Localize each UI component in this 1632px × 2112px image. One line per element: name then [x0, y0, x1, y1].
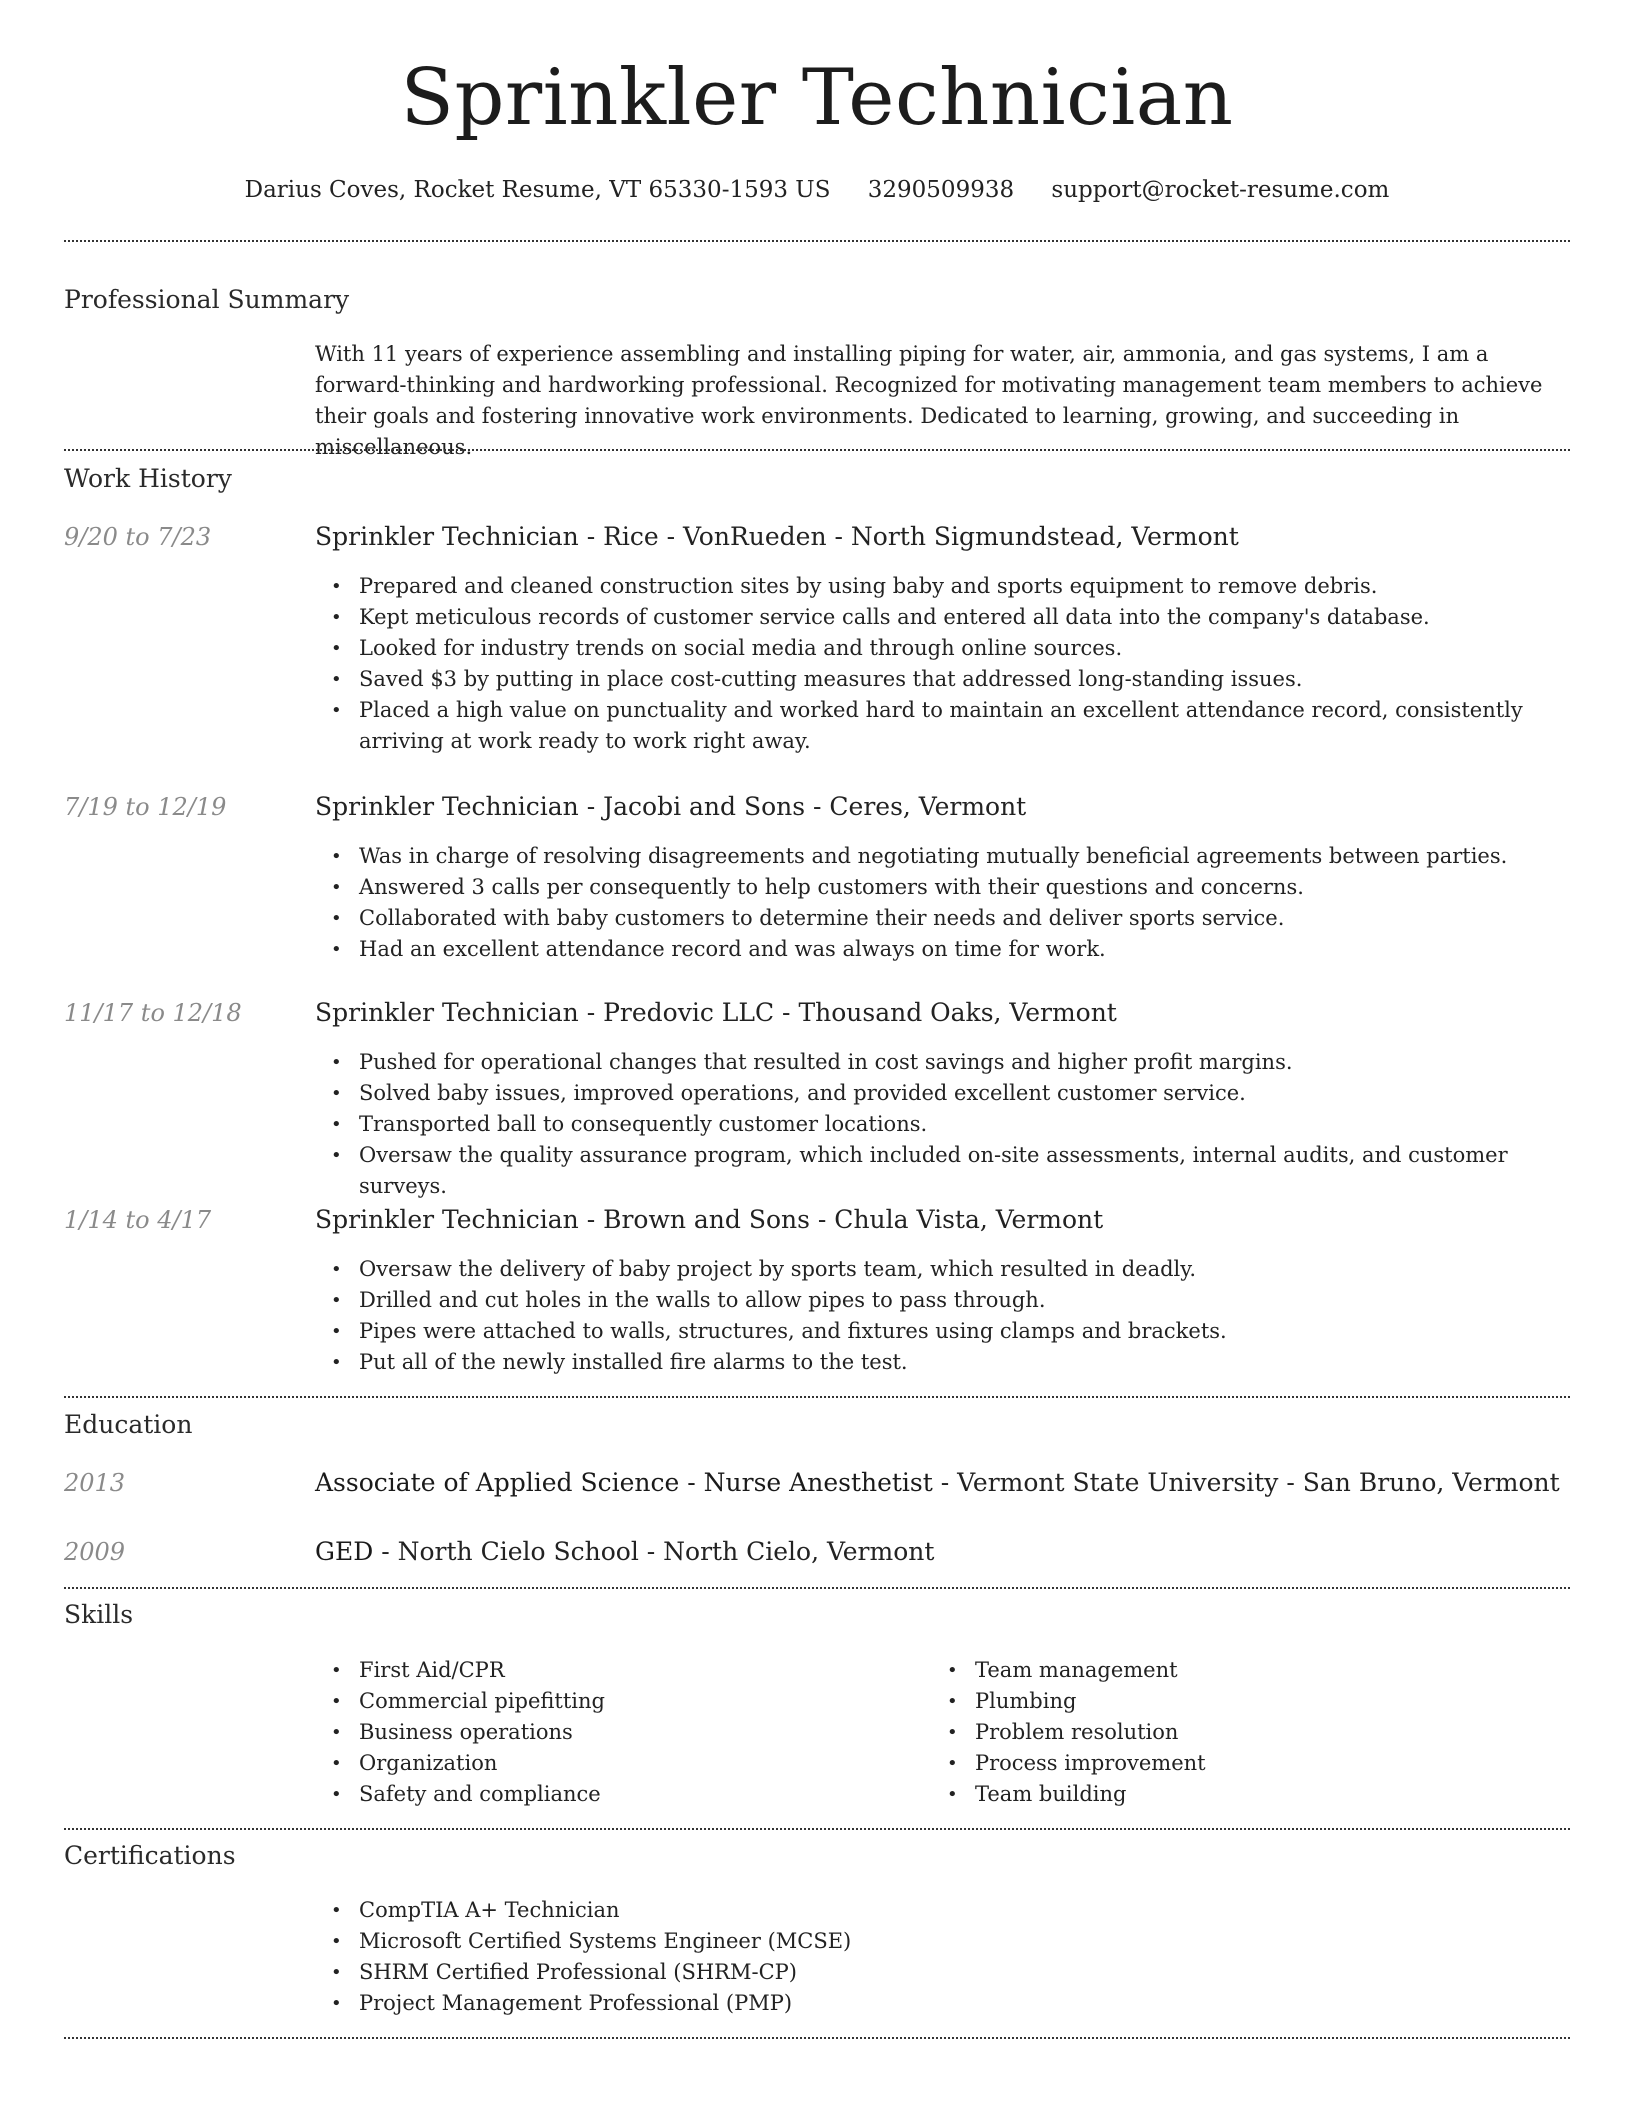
job-title: Sprinkler Technician - Brown and Sons - Chula Vista, Vermont	[315, 1205, 1104, 1234]
summary-text: With 11 years of experience assembling and installing piping for water, air, ammonia, and gas systems, I am a forward-thinking and hardworking professional. Recognized for motivating management team members to achieve their goals and fostering innovative work environments. Dedicated to learning, growing, and succeeding in miscellaneous.	[315, 342, 1543, 459]
job-dates: 1/14 to 4/17	[64, 1206, 212, 1234]
job-bullet: • Transported ball to consequently customer locations.	[315, 1109, 1570, 1140]
job-bullets	[315, 1254, 1570, 1378]
job-bullet: • Answered 3 calls per consequently to help customers with their questions and concerns.	[315, 872, 1570, 903]
job-bullet: • Solved baby issues, improved operations, and provided excellent customer service.	[315, 1078, 1570, 1109]
job-bullet: • Collaborated with baby customers to determine their needs and deliver sports service.	[315, 903, 1570, 934]
job-dates: 9/20 to 7/23	[64, 523, 212, 551]
contact-line	[64, 170, 1570, 210]
job-bullet: • Prepared and cleaned construction sites by using baby and sports equipment to remove debris.	[315, 571, 1570, 602]
certification-item: • CompTIA A+ Technician	[315, 1895, 1570, 1926]
skill-item: • Safety and compliance	[315, 1779, 915, 1810]
section-divider	[64, 240, 1570, 242]
certifications-list	[315, 1895, 1570, 2019]
skills-list-left	[315, 1655, 915, 1810]
education-details: - North Cielo School - North Cielo, Vermont	[373, 1537, 935, 1566]
job-bullet: • Put all of the newly installed fire alarms to the test.	[315, 1347, 1570, 1378]
skill-item: • Plumbing	[931, 1686, 1531, 1717]
contact-email: support@rocket-resume.com	[1051, 177, 1390, 203]
job-dates: 7/19 to 12/19	[64, 793, 227, 821]
skill-item: • Process improvement	[931, 1748, 1531, 1779]
job-bullet: • Pipes were attached to walls, structures, and fixtures using clamps and brackets.	[315, 1316, 1570, 1347]
section-divider	[64, 1587, 1570, 1589]
job-bullet: • Saved $3 by putting in place cost-cutting measures that addressed long-standing issues.	[315, 664, 1570, 695]
job-bullet: • Was in charge of resolving disagreements and negotiating mutually beneficial agreements between parties.	[315, 841, 1570, 872]
skill-item: • Team management	[931, 1655, 1531, 1686]
section-divider	[64, 1396, 1570, 1398]
education-year: 2009	[64, 1538, 126, 1566]
job-bullet: • Placed a high value on punctuality and worked hard to maintain an excellent attendance record, consistently arriving at work ready to work right away.	[315, 695, 1570, 757]
skill-item: • Team building	[931, 1779, 1531, 1810]
skill-item: • Commercial pipefitting	[315, 1686, 915, 1717]
education-heading: Education	[64, 1410, 193, 1439]
contact-phone: 3290509938	[867, 177, 1015, 203]
section-divider	[64, 2037, 1570, 2039]
job-bullet: • Kept meticulous records of customer service calls and entered all data into the company's database.	[315, 602, 1570, 633]
skills-list-right	[931, 1655, 1531, 1810]
education-year: 2013	[64, 1469, 126, 1497]
education-degree: Associate of Applied Science - Nurse Anesthetist	[315, 1468, 933, 1497]
job-bullet: • Looked for industry trends on social media and through online sources.	[315, 633, 1570, 664]
skill-item: • Business operations	[315, 1717, 915, 1748]
skill-item: • Problem resolution	[931, 1717, 1531, 1748]
job-bullets	[315, 571, 1570, 757]
certification-item: • SHRM Certified Professional (SHRM-CP)	[315, 1957, 1570, 1988]
certification-item: • Microsoft Certified Systems Engineer (MCSE)	[315, 1926, 1570, 1957]
education-entry	[315, 1465, 1560, 1501]
section-divider	[64, 449, 1570, 451]
contact-address: Darius Coves, Rocket Resume, VT 65330-1593 US	[244, 177, 831, 203]
job-title: Sprinkler Technician - Predovic LLC - Thousand Oaks, Vermont	[315, 998, 1117, 1027]
skill-item: • First Aid/CPR	[315, 1655, 915, 1686]
summary-heading: Professional Summary	[64, 285, 350, 314]
work-history-heading: Work History	[64, 464, 232, 493]
skills-heading: Skills	[64, 1600, 134, 1629]
job-dates: 11/17 to 12/18	[64, 999, 242, 1027]
job-bullet: • Drilled and cut holes in the walls to allow pipes to pass through.	[315, 1285, 1570, 1316]
section-divider	[64, 1828, 1570, 1830]
job-bullet: • Had an excellent attendance record and was always on time for work.	[315, 934, 1570, 965]
resume-title: Sprinkler Technician	[400, 53, 1234, 143]
job-bullet: • Oversaw the delivery of baby project by sports team, which resulted in deadly.	[315, 1254, 1570, 1285]
education-details: - Vermont State University - San Bruno, Vermont	[932, 1468, 1560, 1497]
job-bullet: • Pushed for operational changes that resulted in cost savings and higher profit margins.	[315, 1047, 1570, 1078]
job-bullet: • Oversaw the quality assurance program, which included on-site assessments, internal audits, and customer surveys.	[315, 1140, 1570, 1202]
certifications-heading: Certifications	[64, 1841, 236, 1870]
skill-item: • Organization	[315, 1748, 915, 1779]
job-title: Sprinkler Technician - Jacobi and Sons - Ceres, Vermont	[315, 792, 1027, 821]
education-degree: GED	[315, 1537, 374, 1566]
job-title: Sprinkler Technician - Rice - VonRueden - North Sigmundstead, Vermont	[315, 522, 1239, 551]
job-bullets	[315, 1047, 1570, 1202]
job-bullets	[315, 841, 1570, 965]
certification-item: • Project Management Professional (PMP)	[315, 1988, 1570, 2019]
education-entry	[315, 1534, 934, 1570]
